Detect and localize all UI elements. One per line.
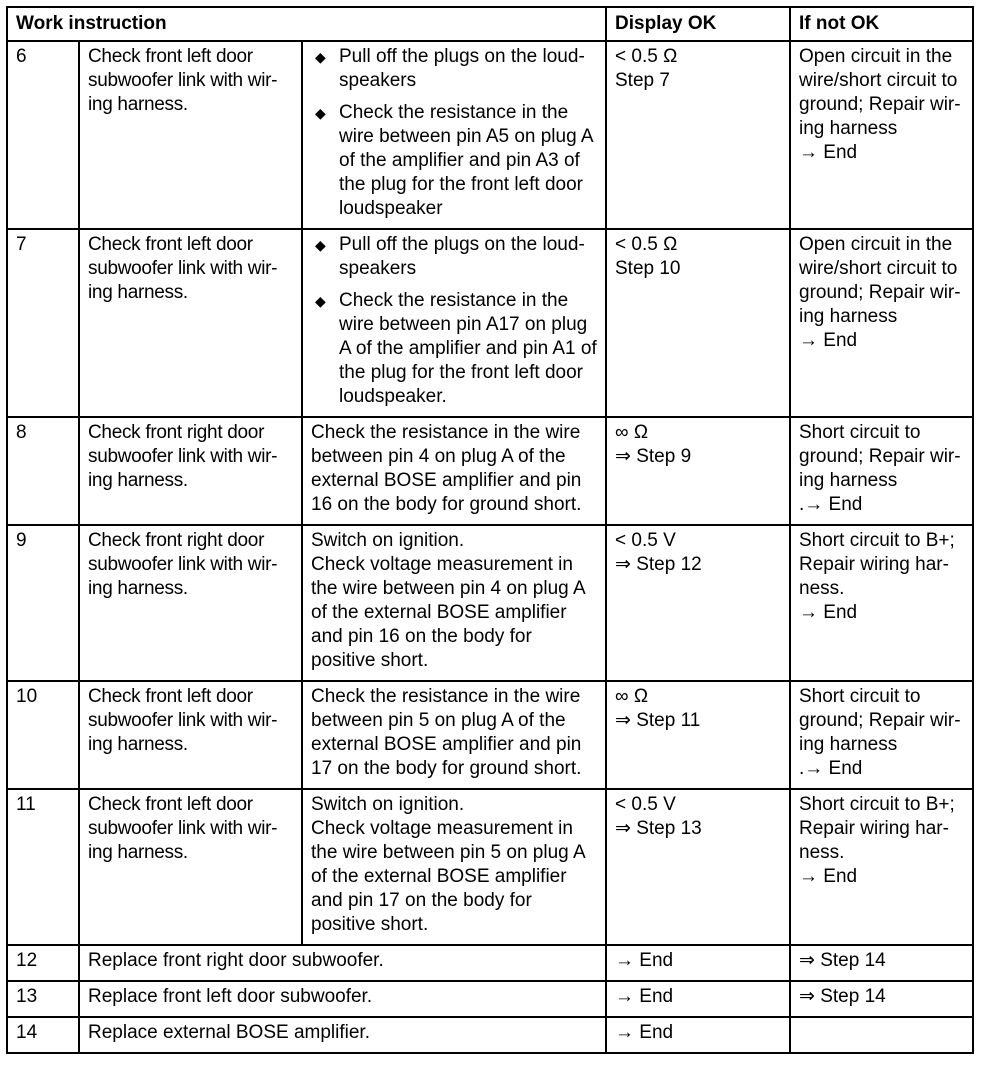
if-not-ok-value: ⇒ Step 14 <box>790 945 973 981</box>
header-if-not-ok: If not OK <box>790 7 973 41</box>
step-instruction: Replace external BOSE amplifier. <box>79 1017 606 1053</box>
step-instruction: Check front right door subwoofer link with wir-ing harness. <box>79 417 302 525</box>
list-item: ◆ Pull off the plugs on the loud-speakers <box>315 46 585 91</box>
if-not-ok-value: Short circuit to ground; Repair wir-ing harness .→ End <box>790 681 973 789</box>
header-row <box>7 7 973 41</box>
bullet-list <box>311 45 597 221</box>
step-number: 8 <box>7 417 79 525</box>
if-not-ok-value: Open circuit in the wire/short circuit to ground; Repair wir-ing harness → End <box>790 229 973 417</box>
if-not-ok-value: ⇒ Step 14 <box>790 981 973 1017</box>
diamond-bullet-icon: ◆ <box>315 49 326 65</box>
diamond-bullet-icon: ◆ <box>315 293 326 309</box>
step-instruction: Check front left door subwoofer link with wir-ing harness. <box>79 229 302 417</box>
step-number: 14 <box>7 1017 79 1053</box>
display-ok-value: → End <box>606 945 790 981</box>
step-number: 13 <box>7 981 79 1017</box>
display-ok-value: < 0.5 Ω Step 7 <box>606 41 790 229</box>
step-number: 11 <box>7 789 79 945</box>
table-row <box>7 229 973 417</box>
if-not-ok-value: Open circuit in the wire/short circuit to ground; Repair wir-ing harness → End <box>790 41 973 229</box>
display-ok-value: → End <box>606 981 790 1017</box>
table-row <box>7 681 973 789</box>
step-number: 6 <box>7 41 79 229</box>
header-work-instruction: Work instruction <box>7 7 606 41</box>
step-number: 12 <box>7 945 79 981</box>
table-row <box>7 1017 973 1053</box>
work-instruction-table <box>6 6 974 1054</box>
if-not-ok-value: Short circuit to ground; Repair wir-ing harness .→ End <box>790 417 973 525</box>
step-instruction: Replace front left door subwoofer. <box>79 981 606 1017</box>
display-ok-value: < 0.5 V ⇒ Step 13 <box>606 789 790 945</box>
list-item: ◆ Check the resistance in the wire between pin A17 on plug A of the amplifier and pin A1 of the plug for the front left door loudspeaker. <box>315 290 597 407</box>
bullet-list <box>311 233 597 409</box>
step-actions <box>302 229 606 417</box>
step-action: Switch on ignition. Check voltage measurement in the wire between pin 5 on plug A of the external BOSE amplifier and pin 17 on the body for positive short. <box>302 789 606 945</box>
table-row <box>7 981 973 1017</box>
step-instruction: Check front left door subwoofer link with wir-ing harness. <box>79 789 302 945</box>
step-actions <box>302 41 606 229</box>
diamond-bullet-icon: ◆ <box>315 105 326 121</box>
if-not-ok-value: Short circuit to B+; Repair wiring har-ness. → End <box>790 789 973 945</box>
step-instruction: Replace front right door subwoofer. <box>79 945 606 981</box>
step-instruction: Check front right door subwoofer link with wir-ing harness. <box>79 525 302 681</box>
header-display-ok: Display OK <box>606 7 790 41</box>
table-row <box>7 417 973 525</box>
table-row <box>7 525 973 681</box>
display-ok-value: → End <box>606 1017 790 1053</box>
table-row <box>7 945 973 981</box>
display-ok-value: ∞ Ω ⇒ Step 11 <box>606 681 790 789</box>
table-row <box>7 789 973 945</box>
step-action: Check the resistance in the wire between pin 4 on plug A of the external BOSE amplifier and pin 16 on the body for ground short. <box>302 417 606 525</box>
step-instruction: Check front left door subwoofer link with wir-ing harness. <box>79 41 302 229</box>
display-ok-value: ∞ Ω ⇒ Step 9 <box>606 417 790 525</box>
step-number: 7 <box>7 229 79 417</box>
list-item: ◆ Pull off the plugs on the loud-speakers <box>315 234 585 279</box>
display-ok-value: < 0.5 V ⇒ Step 12 <box>606 525 790 681</box>
if-not-ok-value <box>790 1017 973 1053</box>
table-row <box>7 41 973 229</box>
if-not-ok-value: Short circuit to B+; Repair wiring har-ness. → End <box>790 525 973 681</box>
list-item: ◆ Check the resistance in the wire between pin A5 on plug A of the amplifier and pin A3 of the plug for the front left door loudspeaker <box>315 102 593 219</box>
display-ok-value: < 0.5 Ω Step 10 <box>606 229 790 417</box>
step-instruction: Check front left door subwoofer link with wir-ing harness. <box>79 681 302 789</box>
step-number: 9 <box>7 525 79 681</box>
step-action: Switch on ignition. Check voltage measurement in the wire between pin 4 on plug A of the external BOSE amplifier and pin 16 on the body for positive short. <box>302 525 606 681</box>
diamond-bullet-icon: ◆ <box>315 237 326 253</box>
step-number: 10 <box>7 681 79 789</box>
step-action: Check the resistance in the wire between pin 5 on plug A of the external BOSE amplifier and pin 17 on the body for ground short. <box>302 681 606 789</box>
